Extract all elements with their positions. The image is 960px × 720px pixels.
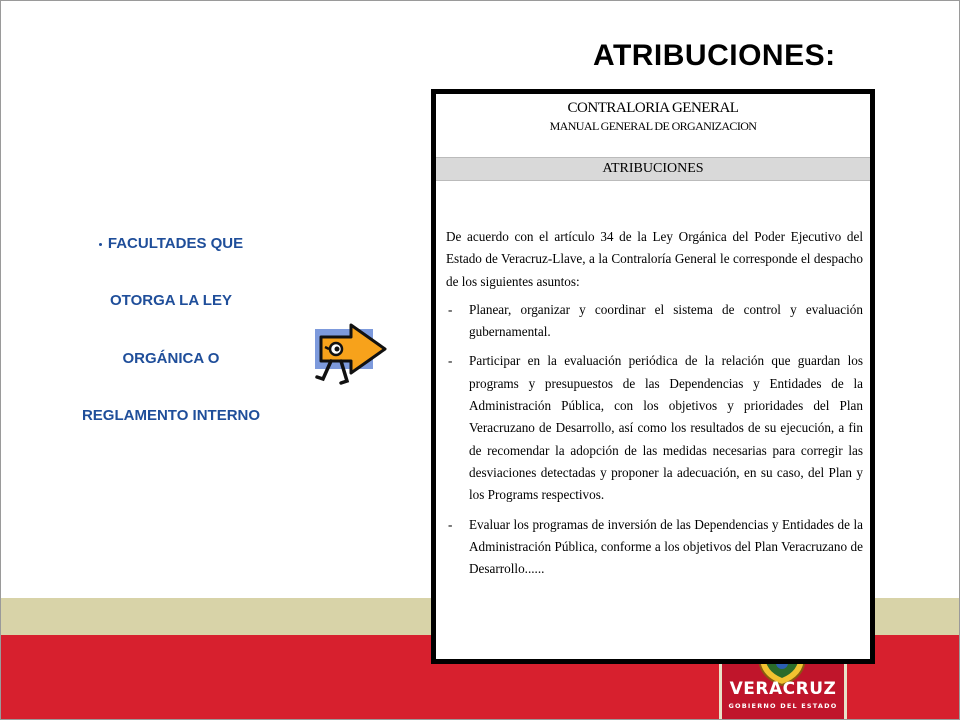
document-header	[436, 94, 870, 154]
bullet-icon	[99, 243, 102, 246]
dash-marker: -	[448, 301, 453, 317]
left-list-line-2: OTORGA LA LEY	[110, 292, 232, 309]
document-list-item	[446, 514, 863, 581]
manual-document	[431, 89, 875, 664]
dash-marker: -	[448, 516, 453, 532]
document-org: CONTRALORIA GENERAL	[567, 100, 739, 116]
document-section-title: ATRIBUCIONES	[436, 157, 870, 181]
document-item-text: Evaluar los programas de inversión de las Dependencias y Entidades de la Administración Pública, conforme a los objetivos del Plan Veracruzano de Desarrollo......	[469, 516, 863, 577]
document-body	[446, 226, 863, 587]
cartoon-arrow-pointing-right-icon	[311, 319, 391, 387]
logo-subtitle: GOBIERNO DEL ESTADO	[728, 702, 838, 710]
page-title: ATRIBUCIONES:	[593, 39, 836, 72]
logo-name: VERACRUZ	[729, 679, 837, 699]
document-item-text: Participar en la evaluación periódica de la relación que guardan los programs y presupuestos de las Dependencias y Entidades de la Administración Pública, con los objetivos y prioridades del Plan Veracruzano de Desarrollo, así como los resultados de su ejecución, a fin de recomendar la adopción de las medidas necesarias para corregir las desviaciones detectadas y proponer la adecuación, en su caso, del Plan y los Programs respectivos.	[469, 353, 863, 503]
document-item-text: Planear, organizar y coordinar el sistema de control y evaluación gubernamental.	[469, 301, 863, 340]
document-manual: MANUAL GENERAL DE ORGANIZACION	[549, 119, 757, 133]
left-list-line-3: ORGÁNICA O	[122, 350, 220, 367]
left-list-line-1	[41, 235, 301, 252]
left-list-line-4: REGLAMENTO INTERNO	[81, 407, 261, 424]
left-list-text: FACULTADES QUE	[107, 235, 244, 252]
document-intro: De acuerdo con el artículo 34 de la Ley Orgánica del Poder Ejecutivo del Estado de Veracruz-Llave, a la Contraloría General le corresponde el despacho de los siguientes asuntos:	[446, 229, 863, 289]
dash-marker: -	[448, 353, 453, 369]
document-list-item	[446, 299, 863, 344]
document-list-item	[446, 350, 863, 506]
